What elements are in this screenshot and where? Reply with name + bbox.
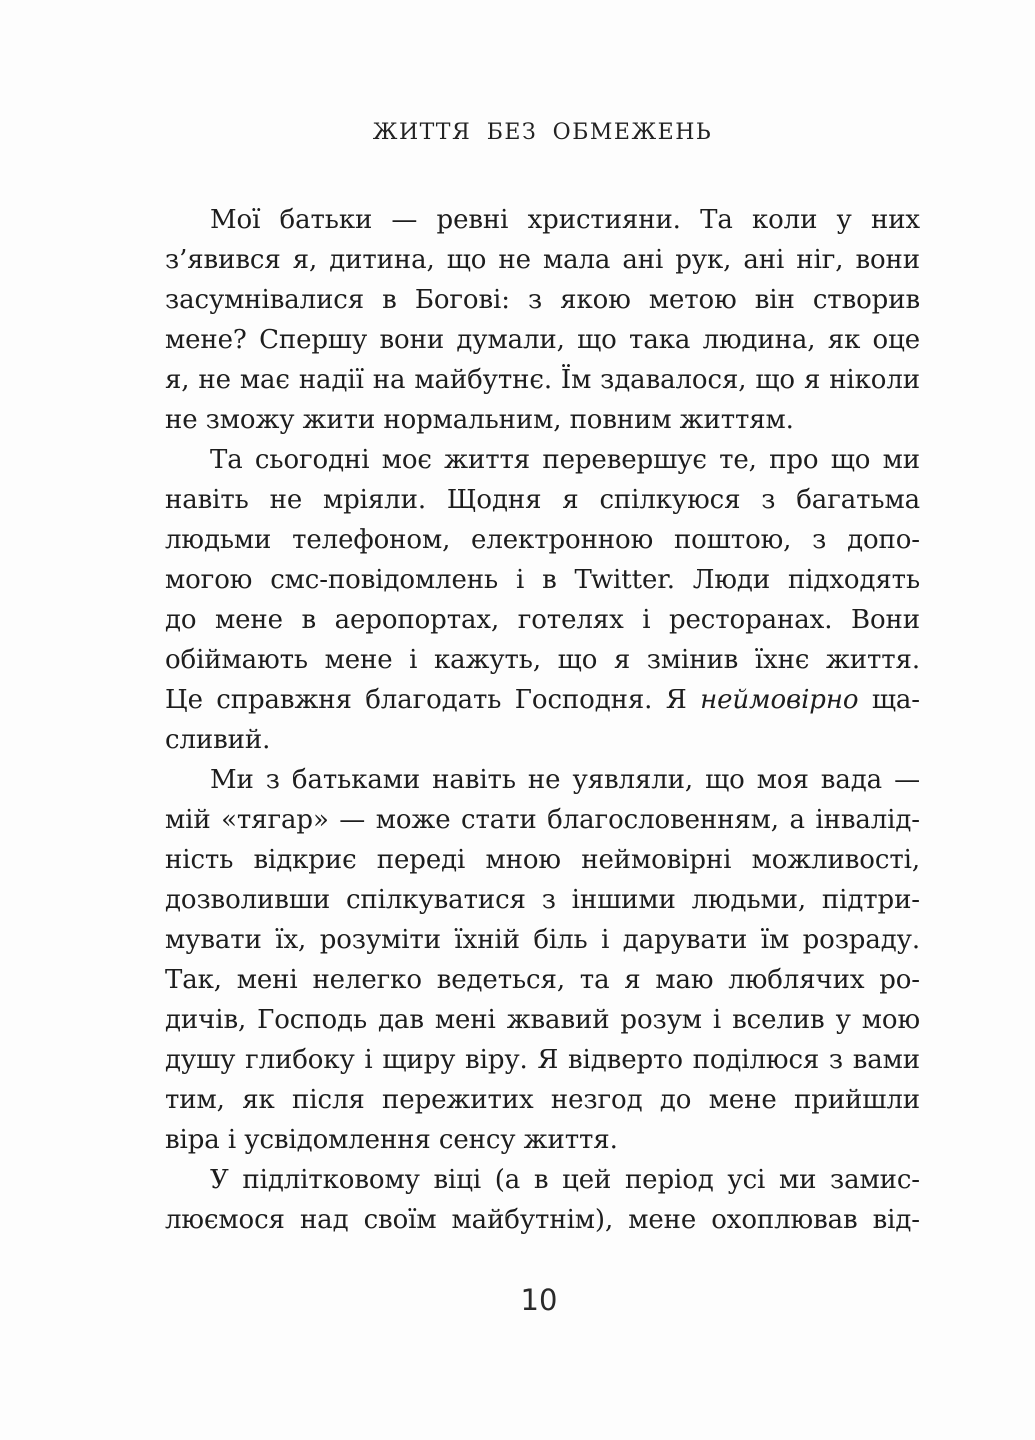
text-line: У підлітковому віці (а в цей період усі ми замис-: [210, 1165, 920, 1195]
text-line: тим, як після пережитих незгод до мене прийшли: [165, 1085, 920, 1115]
text-line: мувати їх, розуміти їхній біль і дарувати їм розраду.: [165, 925, 920, 955]
text-line: люємося над своїм майбутнім), мене охоплював від-: [165, 1205, 920, 1235]
text-line: ність відкриє переді мною неймовірні можливості,: [165, 845, 920, 875]
text-line: Та сьогодні моє життя перевершує те, про що ми: [210, 445, 920, 475]
text-line: душу глибоку і щиру віру. Я відверто поділюся з вами: [165, 1045, 920, 1075]
text-line: мій «тягар» — може стати благословенням, а інвалід-: [165, 805, 920, 835]
text-line: могою смс-повідомлень і в Twitter. Люди підходять: [165, 565, 920, 595]
text-line: мене? Спершу вони думали, що така людина, як оце: [165, 325, 920, 355]
text-line: Мої батьки — ревні християни. Та коли у них: [210, 205, 920, 235]
emphasized-text: неймовірно: [700, 685, 859, 715]
text-line: людьми телефоном, електронною поштою, з допо-: [165, 525, 920, 555]
page-number: 10: [520, 1283, 558, 1317]
text-line: Це справжня благодать Господня. Я неймовірно ща-: [165, 685, 920, 715]
text-line: засумнівалися в Богові: з якою метою він створив: [165, 285, 920, 315]
text-line: сливий.: [165, 725, 271, 755]
text-line: навіть не мріяли. Щодня я спілкуюся з багатьма: [165, 485, 920, 515]
text-line: Ми з батьками навіть не уявляли, що моя вада —: [210, 765, 920, 795]
running-header: ЖИТТЯ БЕЗ ОБМЕЖЕНЬ: [372, 120, 713, 145]
text-line: дозволивши спілкуватися з іншими людьми, підтри-: [165, 885, 920, 915]
text-line: не зможу жити нормальним, повним життям.: [165, 405, 794, 435]
text-line: з’явився я, дитина, що не мала ані рук, ані ніг, вони: [165, 245, 920, 275]
text-line: Так, мені нелегко ведеться, та я маю люблячих ро-: [165, 965, 920, 995]
text-line: до мене в аеропортах, готелях і ресторанах. Вони: [165, 605, 920, 635]
text-line: обіймають мене і кажуть, що я змінив їхнє життя.: [165, 645, 920, 675]
text-line: я, не має надії на майбутнє. Їм здавалося, що я ніколи: [165, 365, 920, 395]
body-text: [165, 200, 920, 1240]
text-line: віра і усвідомлення сенсу життя.: [165, 1125, 618, 1155]
text-line: дичів, Господь дав мені жвавий розум і вселив у мою: [165, 1005, 920, 1035]
